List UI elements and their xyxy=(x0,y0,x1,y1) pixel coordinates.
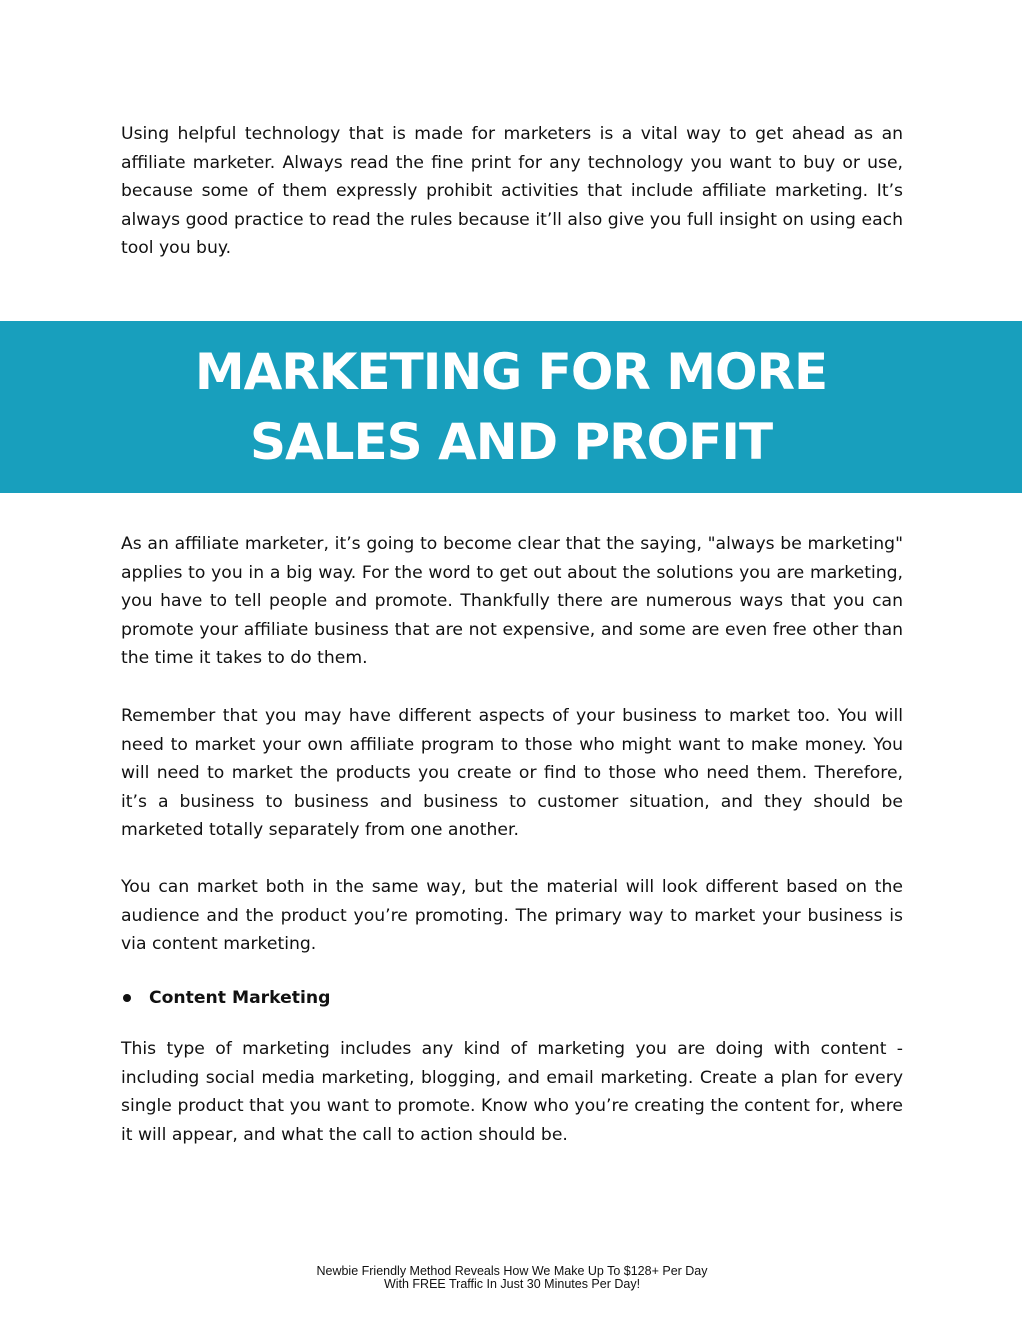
section-banner xyxy=(0,321,1022,493)
body-paragraph-3: You can market both in the same way, but the material will look different based on the audience and the product you’re promoting. The primary way to market your business is via content marketing. xyxy=(121,877,903,954)
body-paragraph-1: As an affiliate marketer, it’s going to become clear that the saying, "always be marketing" applies to you in a big way. For the word to get out about the solutions you are marketing, you have to tell people and promote. Thankfully there are numerous ways that you can promote your affiliate business that are not expensive, and some are even free other than the time it takes to do them. xyxy=(121,534,903,668)
intro-paragraph: Using helpful technology that is made for marketers is a vital way to get ahead as an affiliate marketer. Always read the fine print for any technology you want to buy or use, because some of them expressly prohibit activities that include affiliate marketing. It’s always good practice to read the rules because it’ll also give you full insight on using each tool you buy. xyxy=(121,124,903,258)
section-title: MARKETING FOR MORE SALES AND PROFIT xyxy=(194,343,828,471)
bullet-dot-icon xyxy=(123,994,131,1002)
footer-line-2: With FREE Traffic In Just 30 Minutes Per Day! xyxy=(383,1277,641,1291)
page-footer xyxy=(0,1265,1024,1291)
bullet-label: Content Marketing xyxy=(149,988,331,1008)
footer-line-1: Newbie Friendly Method Reveals How We Make Up To $128+ Per Day xyxy=(316,1264,708,1278)
body-paragraph-2: Remember that you may have different aspects of your business to market too. You will need to market your own affiliate program to those who might want to make money. You will need to market the products you create or find to those who need them. Therefore, it’s a business to business and business to customer situation, and they should be marketed totally separately from one another. xyxy=(121,706,903,840)
bullet-item-content-marketing xyxy=(121,983,330,1013)
content-marketing-paragraph: This type of marketing includes any kind of marketing you are doing with content - including social media marketing, blogging, and email marketing. Create a plan for every single product that you want to promote. Know who you’re creating the content for, where it will appear, and what the call to action should be. xyxy=(121,1039,903,1145)
